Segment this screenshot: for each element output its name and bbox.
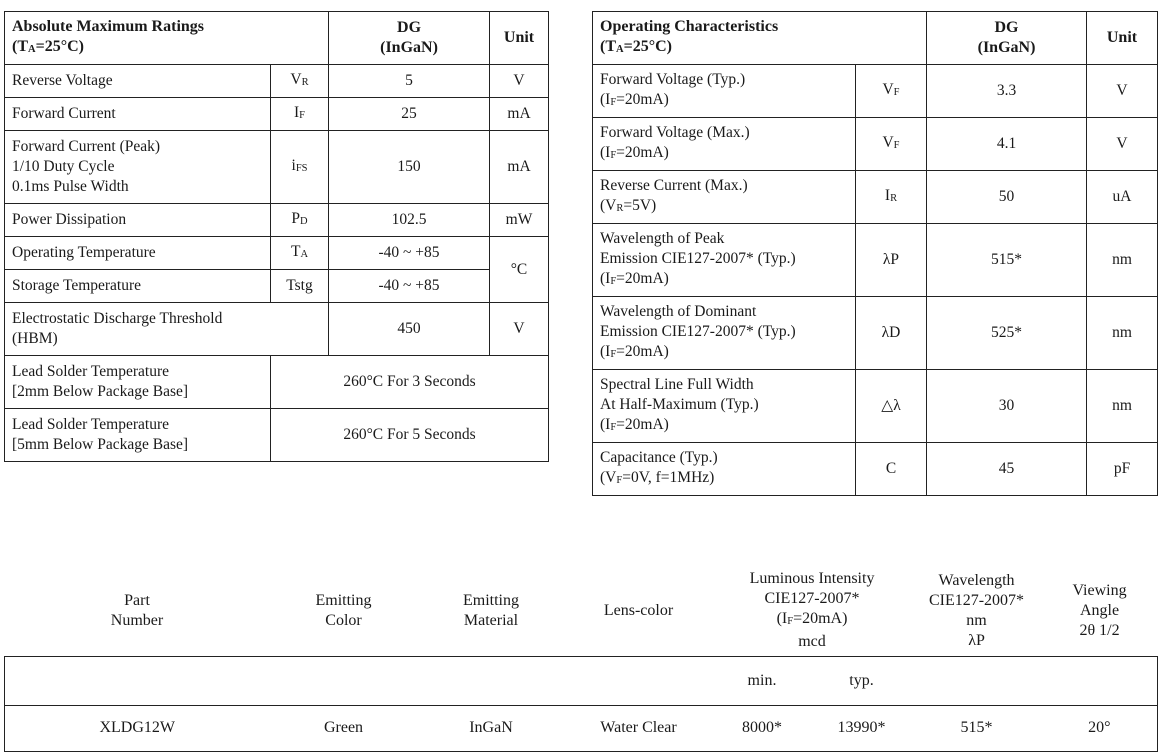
symbol: △λ [856,370,927,443]
unit: V [490,65,549,98]
op-condition: $(T_A=25^\circ C)$ [600,37,672,55]
param: Lead Solder Temperature [2mm Below Package Base] [5,356,271,409]
header-part-number: Part Number [110,591,164,629]
symbol: $T_A$ [271,237,329,270]
unit: nm [1087,224,1158,297]
param: Forward Voltage (Typ.) $(I_F=20mA)$ [593,65,856,118]
emitting-material: InGaN [418,705,565,751]
table-row [593,370,1158,443]
param: Wavelength of Peak Emission CIE127-2007* (Typ.) $(I_F=20mA)$ [593,224,856,297]
symbol: $I_R$ [856,171,927,224]
unit: V [1087,65,1158,118]
luminous-typ: 13990* [812,705,912,751]
value: 4.1 [927,118,1087,171]
table-row [5,98,549,131]
unit: mA [490,98,549,131]
op-header-title [593,12,927,65]
param: Spectral Line Full Width At Half-Maximum (Typ.) $(I_F=20mA)$ [593,370,856,443]
param: Wavelength of Dominant Emission CIE127-2007* (Typ.) $(I_F=20mA)$ [593,297,856,370]
header-emitting-color: Emitting Color [315,591,372,629]
operating-characteristics-table [592,11,1158,496]
lens-color: Water Clear [565,705,713,751]
table-row [5,356,549,409]
table-row [5,705,1158,751]
part-number-table [4,566,1158,752]
param: Forward Current (Peak) 1/10 Duty Cycle 0.1ms Pulse Width [5,131,271,204]
value: 260°C For 5 Seconds [271,409,549,462]
value: 450 [329,303,490,356]
symbol: $P_D$ [271,204,329,237]
value: 30 [927,370,1087,443]
value: 25 [329,98,490,131]
op-title: Operating Characteristics [600,17,779,35]
symbol: $V_R$ [271,65,329,98]
op-header-unit: Unit [1087,12,1158,65]
header-emitting-material: Emitting Material [463,591,519,629]
luminous-min: 8000* [713,705,812,751]
header-viewing-angle: Viewing Angle 2θ 1/2 [1072,581,1127,639]
param: Operating Temperature [5,237,271,270]
table-row [593,65,1158,118]
table-row [593,297,1158,370]
table-row [593,443,1158,496]
unit: °C [490,237,549,303]
value: -40 ~ +85 [329,270,490,303]
op-header-dg: DG (InGaN) [927,12,1087,65]
table-row [5,65,549,98]
param: Power Dissipation [5,204,271,237]
value: 150 [329,131,490,204]
table-row [593,171,1158,224]
symbol: $I_F$ [271,98,329,131]
unit: uA [1087,171,1158,224]
param: Capacitance (Typ.) ($V_F=0V$, f=1MHz) [593,443,856,496]
table-row [5,303,549,356]
param: Lead Solder Temperature [5mm Below Package Base] [5,409,271,462]
abs-header-dg: DG (InGaN) [329,12,490,65]
table-row [5,409,549,462]
symbol: λP [856,224,927,297]
unit: mW [490,204,549,237]
symbol: $V_F$ [856,118,927,171]
value: 50 [927,171,1087,224]
value: 525* [927,297,1087,370]
emitting-color: Green [270,705,418,751]
unit: V [490,303,549,356]
value: 3.3 [927,65,1087,118]
unit: nm [1087,370,1158,443]
unit: V [1087,118,1158,171]
symbol: $V_F$ [856,65,927,118]
param: Reverse Current (Max.) $(V_R=5V)$ [593,171,856,224]
param: Electrostatic Discharge Threshold (HBM) [5,303,329,356]
viewing-angle: 20° [1042,705,1158,751]
table-row [5,131,549,204]
header-luminous-intensity: Luminous Intensity CIE127-2007* $(I_F=20mA)$ mcd [749,570,875,651]
param: Storage Temperature [5,270,271,303]
table-row [5,204,549,237]
value: 5 [329,65,490,98]
abs-header-title [5,12,329,65]
value: 102.5 [329,204,490,237]
table-row [5,237,549,270]
table-row [593,224,1158,297]
header-wavelength: Wavelength CIE127-2007* nm λP [928,571,1025,649]
part-number: XLDG12W [5,705,270,751]
header-typ: typ. [812,656,912,705]
absolute-maximum-ratings-table [4,11,549,462]
table-row [593,118,1158,171]
unit: mA [490,131,549,204]
param: Forward Voltage (Max.) $(I_F=20mA)$ [593,118,856,171]
abs-header-unit: Unit [490,12,549,65]
symbol: C [856,443,927,496]
abs-condition: $(T_A=25^\circ C)$ [12,37,84,55]
wavelength: 515* [912,705,1042,751]
table-row [5,270,549,303]
symbol: λD [856,297,927,370]
value: 515* [927,224,1087,297]
symbol: Tstg [271,270,329,303]
abs-title: Absolute Maximum Ratings [12,17,205,35]
header-lens-color: Lens-color [603,601,674,619]
param: Reverse Voltage [5,65,271,98]
unit: pF [1087,443,1158,496]
unit: nm [1087,297,1158,370]
param: Forward Current [5,98,271,131]
value: -40 ~ +85 [329,237,490,270]
value: 260°C For 3 Seconds [271,356,549,409]
value: 45 [927,443,1087,496]
symbol: $i_{FS}$ [271,131,329,204]
header-min: min. [713,656,812,705]
